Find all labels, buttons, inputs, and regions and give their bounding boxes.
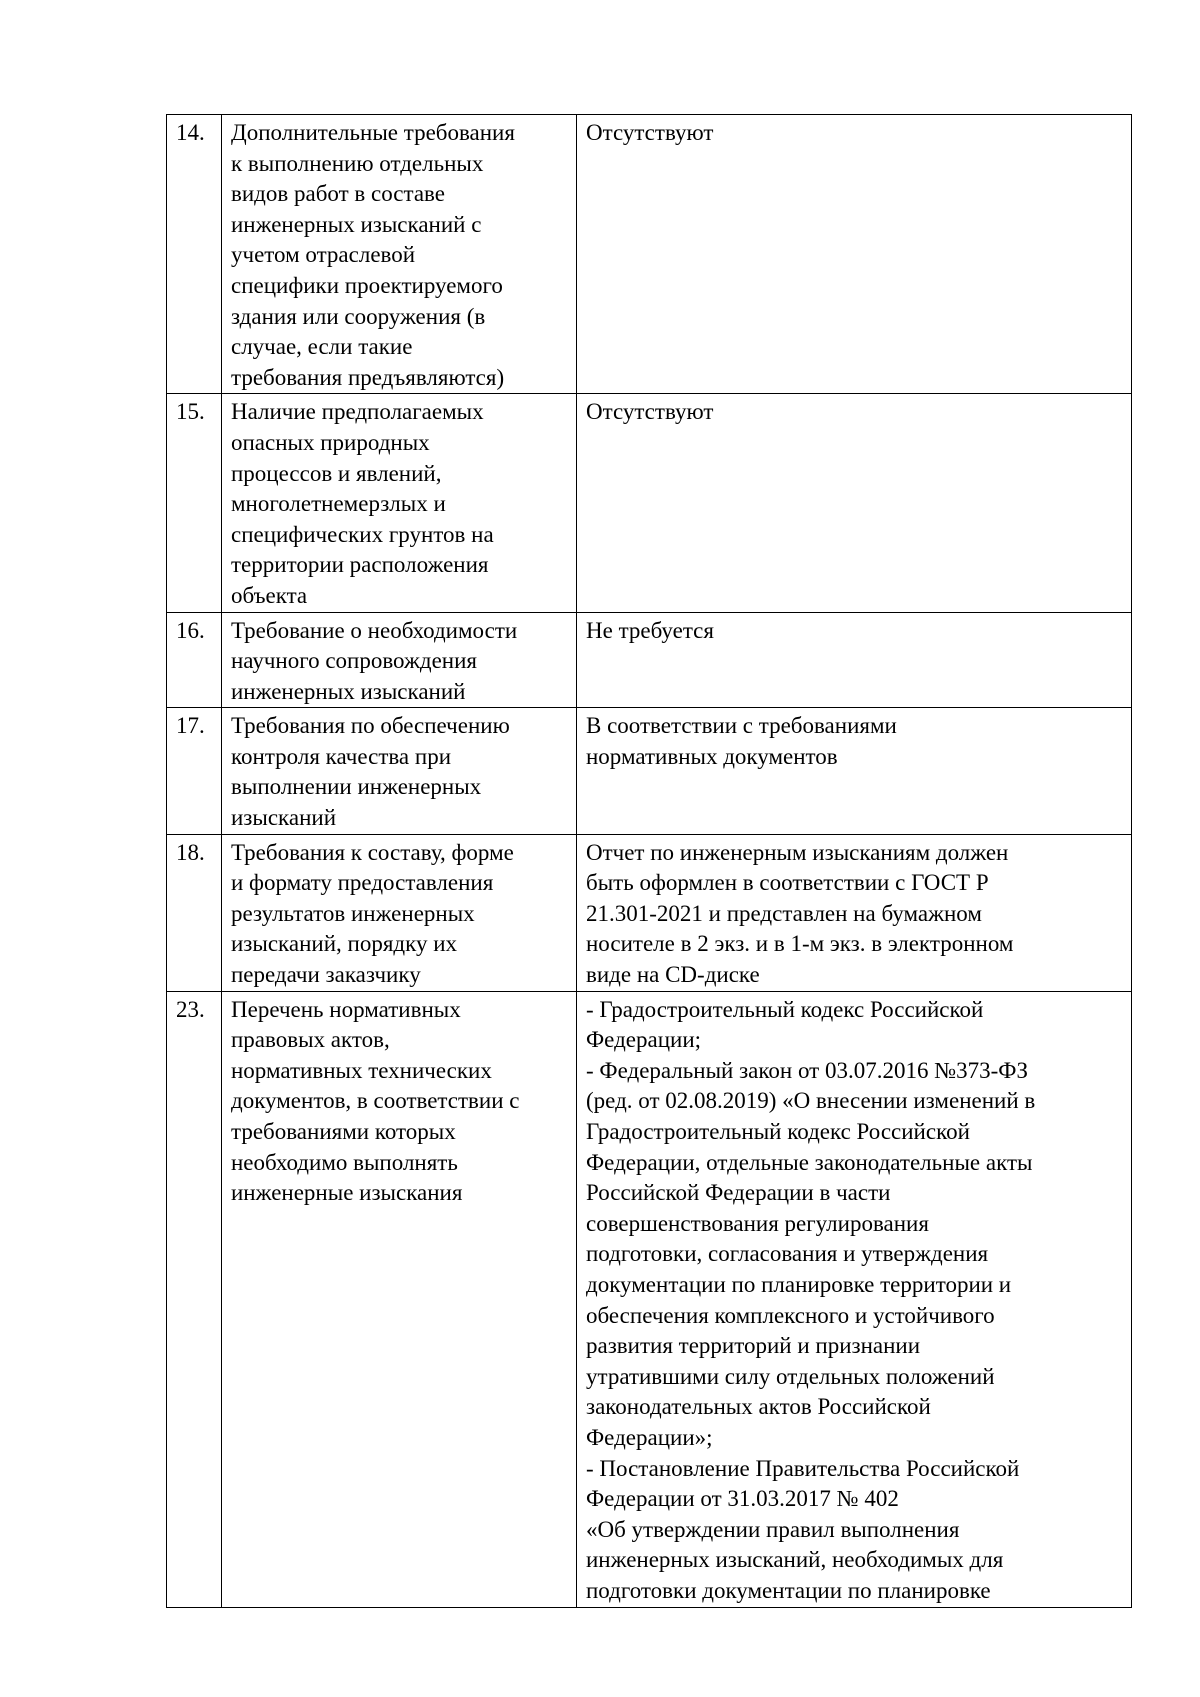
table-row (167, 394, 1132, 612)
requirement-value: Отчет по инженерным изысканиям должен быть оформлен в соответствии с ГОСТ Р 21.301-2021 и представлен на бумажном носителе в 2 экз. и в 1-м экз. в электронном виде на CD-диске (577, 834, 1132, 991)
table-row (167, 115, 1132, 394)
table-row (167, 834, 1132, 991)
requirement-value: Отсутствуют (577, 394, 1132, 612)
requirement-value: В соответствии с требованиями нормативных документов (577, 708, 1132, 834)
requirement-name: Требование о необходимости научного сопровождения инженерных изысканий (222, 612, 577, 708)
requirement-value: - Градостроительный кодекс Российской Федерации; - Федеральный закон от 03.07.2016 №373-ФЗ (ред. от 02.08.2019) «О внесении изменений в Градостроительный кодекс Российской Федерации, отдельные законодательные акты Российской Федерации в части совершенствования регулирования подготовки, согласования и утверждения документации по планировке территории и обеспечения комплексного и устойчивого развития территорий и признании утратившими силу отдельных положений законодательных актов Российской Федерации»; - Постановление Правительства Российской Федерации от 31.03.2017 № 402 «Об утверждении правил выполнения инженерных изысканий, необходимых для подготовки документации по планировке (577, 991, 1132, 1607)
requirement-value: Отсутствуют (577, 115, 1132, 394)
requirement-name: Наличие предполагаемых опасных природных процессов и явлений, многолетнемерзлых и специфических грунтов на территории расположения объекта (222, 394, 577, 612)
requirements-table (166, 114, 1132, 1608)
requirement-name: Требования к составу, форме и формату предоставления результатов инженерных изысканий, порядку их передачи заказчику (222, 834, 577, 991)
requirement-name: Требования по обеспечению контроля качества при выполнении инженерных изысканий (222, 708, 577, 834)
row-number: 16. (167, 612, 222, 708)
requirement-name: Перечень нормативных правовых актов, нормативных технических документов, в соответствии с требованиями которых необходимо выполнять инженерные изыскания (222, 991, 577, 1607)
table-row (167, 991, 1132, 1607)
table-row (167, 708, 1132, 834)
table-row (167, 612, 1132, 708)
row-number: 15. (167, 394, 222, 612)
requirement-name: Дополнительные требования к выполнению отдельных видов работ в составе инженерных изысканий с учетом отраслевой специфики проектируемого здания или сооружения (в случае, если такие требования предъявляются) (222, 115, 577, 394)
row-number: 14. (167, 115, 222, 394)
row-number: 17. (167, 708, 222, 834)
row-number: 23. (167, 991, 222, 1607)
row-number: 18. (167, 834, 222, 991)
requirement-value: Не требуется (577, 612, 1132, 708)
